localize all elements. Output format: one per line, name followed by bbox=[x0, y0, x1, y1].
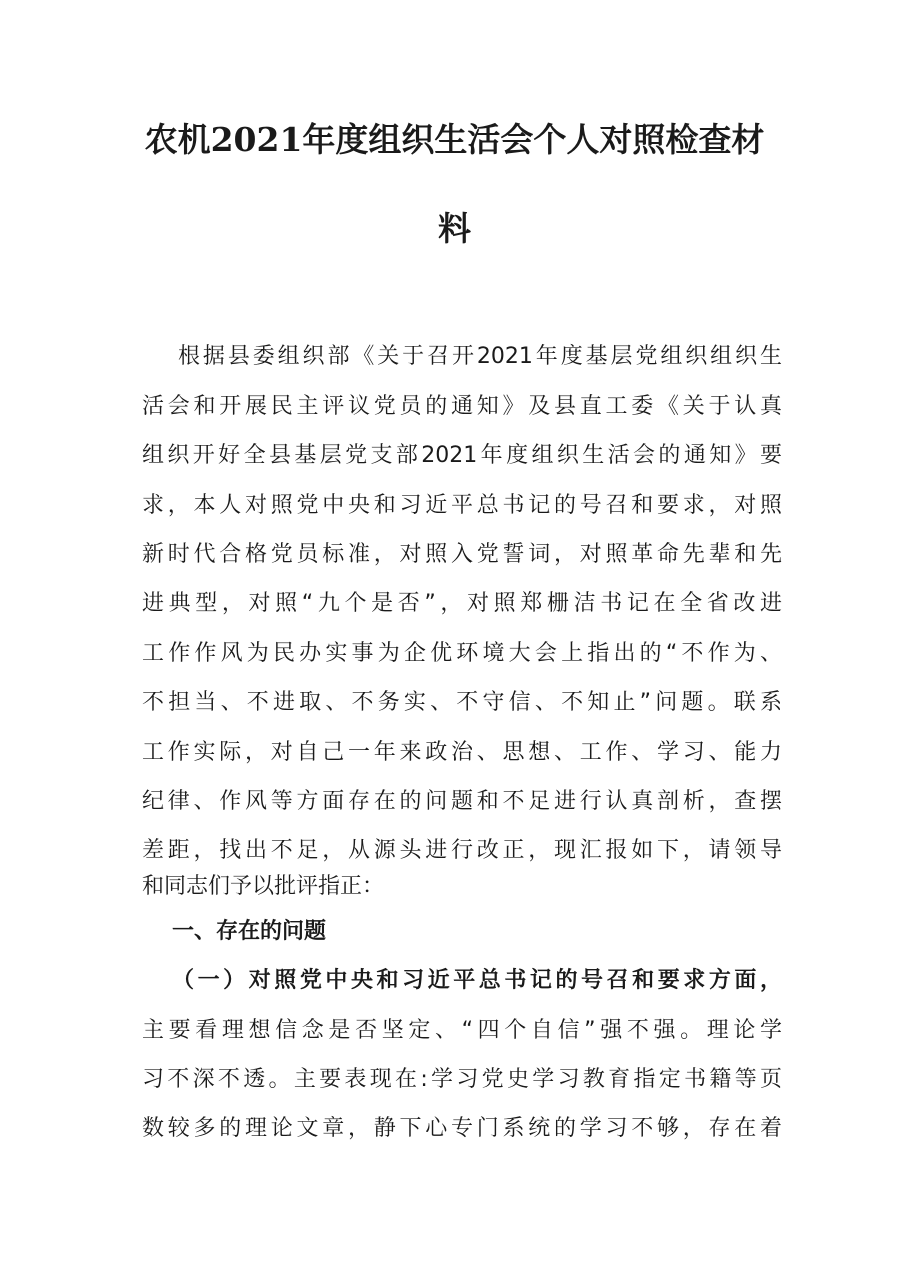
section-heading: 一、存在的问题 bbox=[172, 919, 327, 944]
subsection-line: 主要看理想信念是否坚定、“四个自信”强不强。理论学 bbox=[142, 1018, 782, 1043]
intro-line: 工作实际，对自己一年来政治、思想、工作、学习、能力 bbox=[142, 740, 782, 765]
intro-line: 求，本人对照党中央和习近平总书记的号召和要求，对照 bbox=[142, 493, 782, 518]
intro-line: 活会和开展民主评议党员的通知》及县直工委《关于认真 bbox=[142, 394, 782, 419]
intro-line: 差距，找出不足，从源头进行改正，现汇报如下，请领导 bbox=[142, 838, 782, 863]
document-title-line-2: 料 bbox=[438, 209, 471, 248]
intro-line: 不担当、不进取、不务实、不守信、不知止”问题。联系 bbox=[142, 690, 782, 715]
subsection-line: 习不深不透。主要表现在:学习党史学习教育指定书籍等页 bbox=[142, 1067, 782, 1092]
intro-line: 和同志们予以批评指正： bbox=[142, 874, 385, 899]
intro-line: 纪律、作风等方面存在的问题和不足进行认真剖析，查摆 bbox=[142, 789, 782, 814]
subsection-line: 数较多的理论文章，静下心专门系统的学习不够，存在着 bbox=[142, 1116, 782, 1141]
intro-line: 新时代合格党员标准，对照入党誓词，对照革命先辈和先 bbox=[142, 542, 782, 567]
intro-line: 进典型，对照“九个是否”，对照郑栅洁书记在全省改进 bbox=[142, 591, 782, 616]
intro-line: 组织开好全县基层党支部2021年度组织生活会的通知》要 bbox=[142, 443, 782, 468]
subsection-heading: （一）对照党中央和习近平总书记的号召和要求方面， bbox=[172, 968, 782, 993]
intro-line: 根据县委组织部《关于召开2021年度基层党组织组织生 bbox=[178, 344, 782, 369]
document-title-line-1: 农机2021年度组织生活会个人对照检查材 bbox=[144, 120, 765, 159]
intro-line: 工作作风为民办实事为企优环境大会上指出的“不作为、 bbox=[142, 641, 782, 666]
